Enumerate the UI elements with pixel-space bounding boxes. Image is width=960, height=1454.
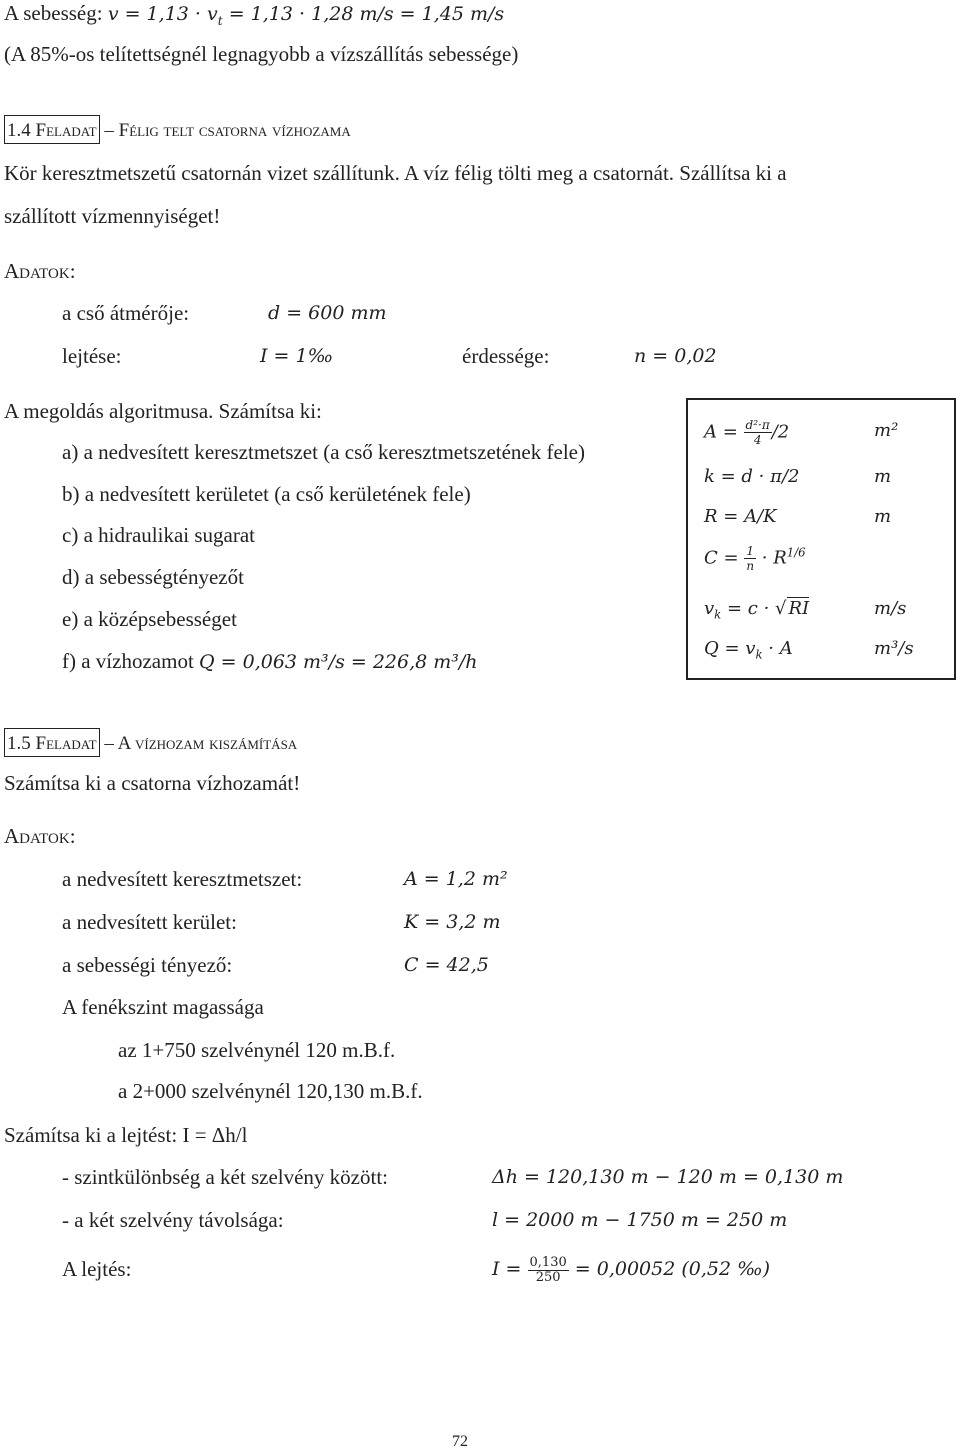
formula-mean-velocity-unit: m/s — [874, 598, 907, 619]
area-label: a nedvesített keresztmetszet: — [62, 867, 303, 891]
task-14-text-2: szállított vízmennyiséget! — [4, 204, 221, 228]
step-a: a) a nedvesített keresztmetszet (a cső keresztmetszetének fele) — [62, 440, 585, 464]
slope-instruction: Számítsa ki a lejtést: I = Δh/l — [4, 1123, 248, 1147]
coef-value: C = 42,5 — [404, 954, 489, 976]
step-e: e) a középsebességet — [62, 607, 237, 631]
speed-line — [4, 0, 504, 27]
diameter-label: a cső átmérője: — [62, 301, 190, 325]
diameter-value: d = 600 mm — [268, 302, 387, 324]
roughness-value: n = 0,02 — [634, 345, 717, 367]
perimeter-label: a nedvesített kerület: — [62, 910, 237, 934]
formula-area-unit: m² — [874, 420, 899, 441]
formula-radius-unit: m — [874, 506, 892, 527]
slope-value: I = 1‰ — [260, 345, 334, 367]
step-f-formula: Q = 0,063 m³/s = 226,8 m³/h — [199, 651, 478, 673]
speed-label: A sebesség: — [4, 1, 103, 25]
task-15-data-heading: Adatok: — [4, 824, 76, 848]
bed-line-2: a 2+000 szelvénynél 120,130 m.B.f. — [118, 1079, 423, 1103]
coef-label: a sebességi tényező: — [62, 953, 233, 977]
perimeter-value: K = 3,2 m — [404, 911, 501, 933]
task-15-title: – A vízhozam kiszámítása — [104, 733, 298, 754]
speed-formula: $v = 1,13 \cdot v_t = 1,13 \cdot 1,28$ m/s = 1,45 m/s — [107, 3, 505, 28]
roughness-label: érdessége: — [462, 344, 550, 368]
page-number: 72 — [452, 1433, 468, 1450]
formula-box — [686, 398, 956, 680]
task-14-heading — [4, 118, 351, 144]
formula-mean-velocity: $v_k = c$ · √ RI — [704, 598, 810, 622]
algorithm-label: A megoldás algoritmusa. Számítsa ki: — [4, 399, 322, 423]
task-15-instruction: Számítsa ki a csatorna vízhozamát! — [4, 771, 301, 795]
result-slope-label: A lejtés: — [62, 1257, 132, 1281]
task-14-data-heading: Adatok: — [4, 259, 76, 283]
formula-velocity-coef: C = $\frac{1}{n}$ · $R^{1/6}$ — [704, 544, 806, 573]
diff-value: Δh = 120,130 m − 120 m = 0,130 m — [492, 1166, 844, 1188]
formula-discharge-unit: m³/s — [874, 638, 914, 659]
slope-label: lejtése: — [62, 344, 122, 368]
formula-perimeter-unit: m — [874, 466, 892, 487]
bed-label: A fenékszint magassága — [62, 995, 264, 1019]
step-b: b) a nedvesített kerületet (a cső kerületének fele) — [62, 482, 471, 506]
formula-area: A = $\frac{\text{d²·π}}{4}$ /2 — [704, 418, 790, 447]
step-c: c) a hidraulikai sugarat — [62, 523, 255, 547]
task-14-number: 1.4 Feladat — [4, 115, 100, 144]
dist-label: - a két szelvény távolsága: — [62, 1208, 284, 1232]
result-slope-formula: I = $\frac{0,130}{250}$ = 0,00052 (0,52 ‰) — [492, 1254, 771, 1285]
area-value: A = 1,2 m² — [404, 868, 508, 890]
task-14-text-1: Kör keresztmetszetű csatornán vizet szállítunk. A víz félig tölti meg a csatornát. Szállítsa ki a — [4, 161, 787, 185]
diff-label: - szintkülönbség a két szelvény között: — [62, 1165, 389, 1189]
formula-discharge: $Q = v_k \cdot A$ — [704, 638, 793, 662]
step-f: f) a vízhozamot Q = 0,063 m³/s = 226,8 m³/h — [62, 649, 478, 673]
bed-line-1: az 1+750 szelvénynél 120 m.B.f. — [118, 1038, 396, 1062]
speed-note: (A 85%-os telítettségnél legnagyobb a vízszállítás sebessége) — [4, 42, 519, 66]
task-15-heading — [4, 731, 297, 757]
task-15-number: 1.5 Feladat — [4, 728, 100, 757]
step-d: d) a sebességtényezőt — [62, 565, 244, 589]
formula-perimeter: k = d · π/2 — [704, 466, 800, 487]
task-14-title: – Félig telt csatorna vízhozama — [104, 120, 351, 141]
formula-radius: R = A/K — [704, 506, 777, 527]
dist-value: l = 2000 m − 1750 m = 250 m — [492, 1209, 788, 1231]
